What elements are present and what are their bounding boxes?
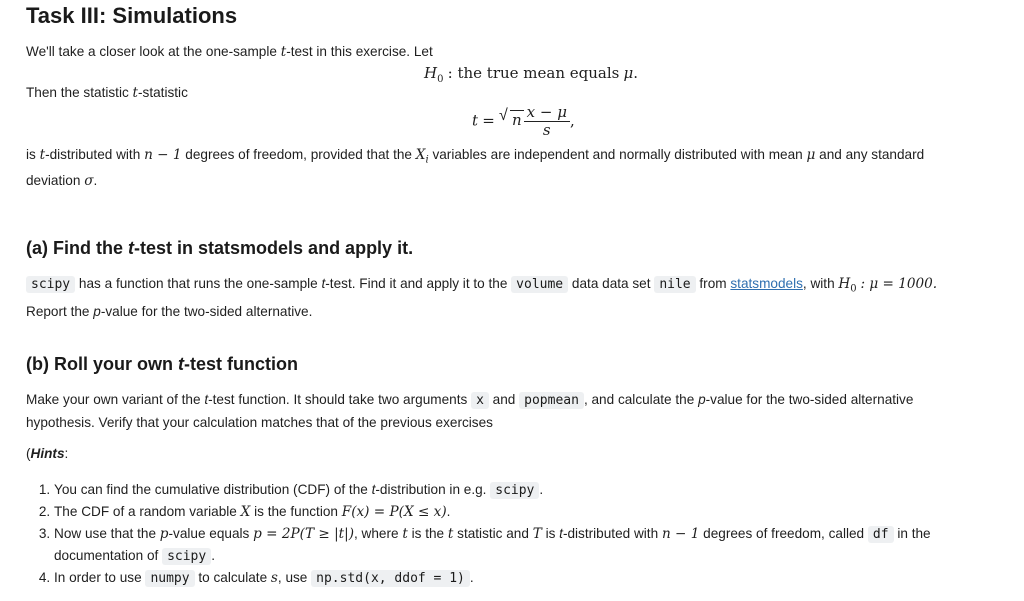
code-popmean: popmean xyxy=(519,392,584,409)
fraction: $\frac{x - \mu}{s}$ xyxy=(524,104,570,139)
section-a-heading: (a) Find the t-test in statsmodels and apply it. xyxy=(26,238,414,258)
page-title: Task III: Simulations xyxy=(26,3,238,28)
code-scipy: scipy xyxy=(26,276,75,293)
null-hypothesis-display: $H_0$ : the true mean equals μ. xyxy=(424,64,639,85)
hint-item: 4. In order to use numpy to calculate s, use np.std(x, ddof = 1) . xyxy=(54,567,1006,589)
section-b-heading: (b) Roll your own t-test function xyxy=(26,354,298,374)
distribution-paragraph: is t-distributed with n − 1 degrees of freedom, provided that the $X_i$ variables are independent and normally distributed with mean μ and any standard deviation σ. xyxy=(26,147,925,189)
code-nile: nile xyxy=(654,276,695,293)
code-volume: volume xyxy=(511,276,568,293)
hints-list xyxy=(26,479,1006,589)
section-a-paragraph: scipy has a function that runs the one-sample t-test. Find it and apply it to the volume data data set nile from statsmodels, with $H_0$ : μ = 1000. Report the p-value for the two-sided alternative. xyxy=(26,276,938,319)
statsmodels-link[interactable]: statsmodels xyxy=(730,276,803,291)
statistic-intro: Then the statistic t-statistic xyxy=(26,85,188,101)
sqrt-n: √ n xyxy=(498,107,522,130)
section-b-paragraph: Make your own variant of the t-test function. It should take two arguments x and popmean , and calculate the p-value for the two-sided alternative hypothesis. Verify that your calculation matches that of the previous exercises xyxy=(26,392,914,430)
radical-sign: √ xyxy=(498,107,508,125)
intro-line: We'll take a closer look at the one-sample t-test in this exercise. Let xyxy=(26,44,433,60)
hint-item: 1. You can find the cumulative distribution (CDF) of the t-distribution in e.g. scipy . xyxy=(54,479,1006,501)
hint-item: 3. Now use that the p-value equals p = 2P(T ≥ |t|), where t is the t statistic and T is t-distributed with n − 1 degrees of freedom, called df in the documentation of scipy . xyxy=(54,523,1006,567)
hints-label: (Hints: xyxy=(26,446,69,461)
code-x: x xyxy=(471,392,489,409)
t-statistic-formula: t = √ n $\frac{x - \mu}{s}$ , xyxy=(472,103,575,139)
hint-item: 2. The CDF of a random variable X is the function F(x) = P(X ≤ x). xyxy=(54,501,1006,523)
